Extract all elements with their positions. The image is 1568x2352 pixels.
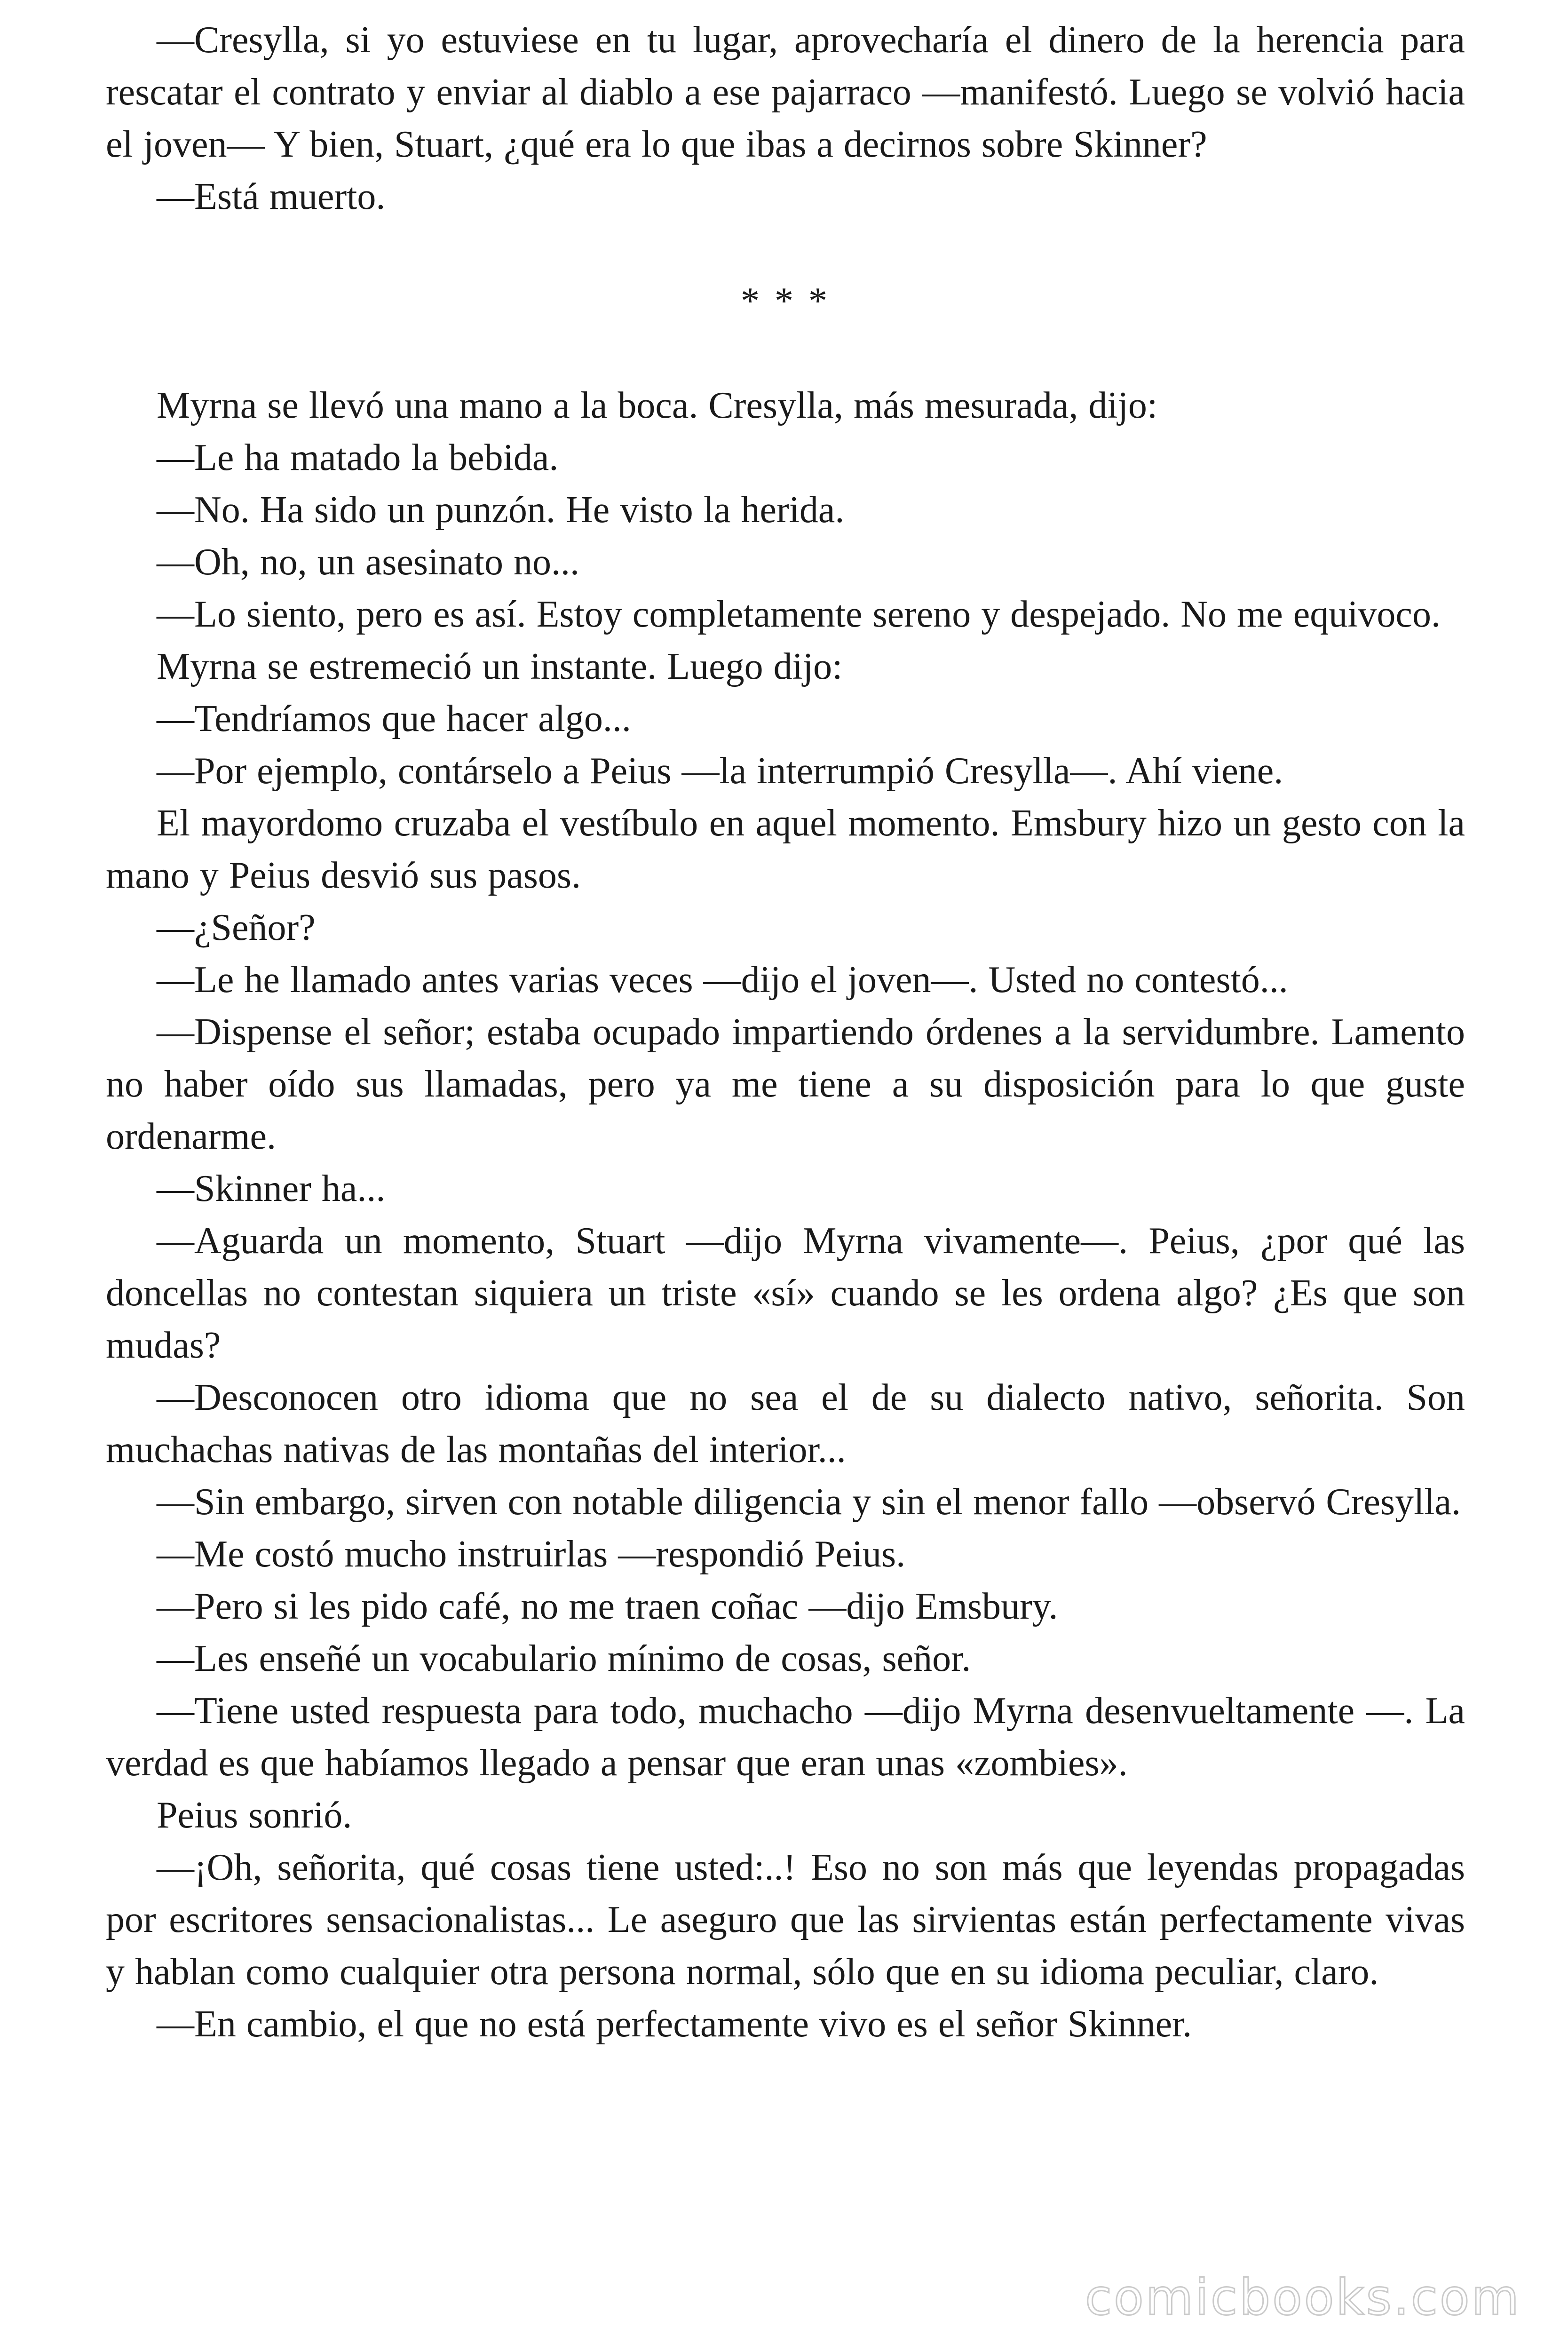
paragraph: Myrna se estremeció un instante. Luego dijo: xyxy=(157,646,843,687)
scene-separator: * * * xyxy=(741,280,830,322)
paragraph: —No. Ha sido un punzón. He visto la herida. xyxy=(157,489,845,531)
paragraph: —Desconocen otro idioma que no sea el de su dialecto nativo, señorita. Son muchachas nativas de las montañas del interior... xyxy=(106,1377,1465,1470)
paragraph: —Skinner ha... xyxy=(157,1168,386,1209)
paragraph: —Aguarda un momento, Stuart —dijo Myrna vivamente—. Peius, ¿por qué las doncellas no contestan siquiera un triste «sí» cuando se les ordena algo? ¿Es que son mudas? xyxy=(106,1220,1465,1366)
paragraph: —Cresylla, si yo estuviese en tu lugar, aprovecharía el dinero de la herencia para rescatar el contrato y enviar al diablo a ese pajarraco —manifestó. Luego se volvió hacia el joven— Y bien, Stuart, ¿qué era lo que ibas a decirnos sobre Skinner? xyxy=(106,19,1465,165)
book-page xyxy=(106,14,1465,2050)
paragraph: —Pero si les pido café, no me traen coñac —dijo Emsbury. xyxy=(157,1586,1058,1627)
paragraph: —Me costó mucho instruirlas —respondió Peius. xyxy=(157,1534,906,1575)
paragraph: —Lo siento, pero es así. Estoy completamente sereno y despejado. No me equivoco. xyxy=(157,594,1441,635)
paragraph: —Está muerto. xyxy=(157,176,386,217)
paragraph: Peius sonrió. xyxy=(157,1795,352,1836)
paragraph: —Tiene usted respuesta para todo, muchacho —dijo Myrna desenvueltamente —. La verdad es que habíamos llegado a pensar que eran unas «zombies». xyxy=(106,1690,1465,1784)
paragraph: El mayordomo cruzaba el vestíbulo en aquel momento. Emsbury hizo un gesto con la mano y Peius desvió sus pasos. xyxy=(106,803,1465,896)
paragraph: —Sin embargo, sirven con notable diligencia y sin el menor fallo —observó Cresylla. xyxy=(157,1481,1461,1523)
paragraph: Myrna se llevó una mano a la boca. Cresylla, más mesurada, dijo: xyxy=(157,385,1158,426)
paragraph: —En cambio, el que no está perfectamente vivo es el señor Skinner. xyxy=(157,2003,1192,2045)
paragraph: —¡Oh, señorita, qué cosas tiene usted:..! Eso no son más que leyendas propagadas por escritores sensacionalistas... Le aseguro que las sirvientas están perfectamente vivas y hablan como cualquier otra persona normal, sólo que en su idioma peculiar, claro. xyxy=(106,1847,1465,1993)
paragraph: —Oh, no, un asesinato no... xyxy=(157,541,580,583)
paragraph: —Dispense el señor; estaba ocupado impartiendo órdenes a la servidumbre. Lamento no haber oído sus llamadas, pero ya me tiene a su disposición para lo que guste ordenarme. xyxy=(106,1011,1465,1157)
paragraph: —Les enseñé un vocabulario mínimo de cosas, señor. xyxy=(157,1638,971,1679)
paragraph: —Por ejemplo, contárselo a Peius —la interrumpió Cresylla—. Ahí viene. xyxy=(157,750,1283,792)
paragraph: —Le ha matado la bebida. xyxy=(157,437,559,478)
watermark: comicbooks.com xyxy=(1085,2269,1521,2326)
paragraph: —Tendríamos que hacer algo... xyxy=(157,698,631,739)
paragraph: —¿Señor? xyxy=(157,907,316,948)
paragraph: —Le he llamado antes varias veces —dijo el joven—. Usted no contestó... xyxy=(157,959,1288,1001)
